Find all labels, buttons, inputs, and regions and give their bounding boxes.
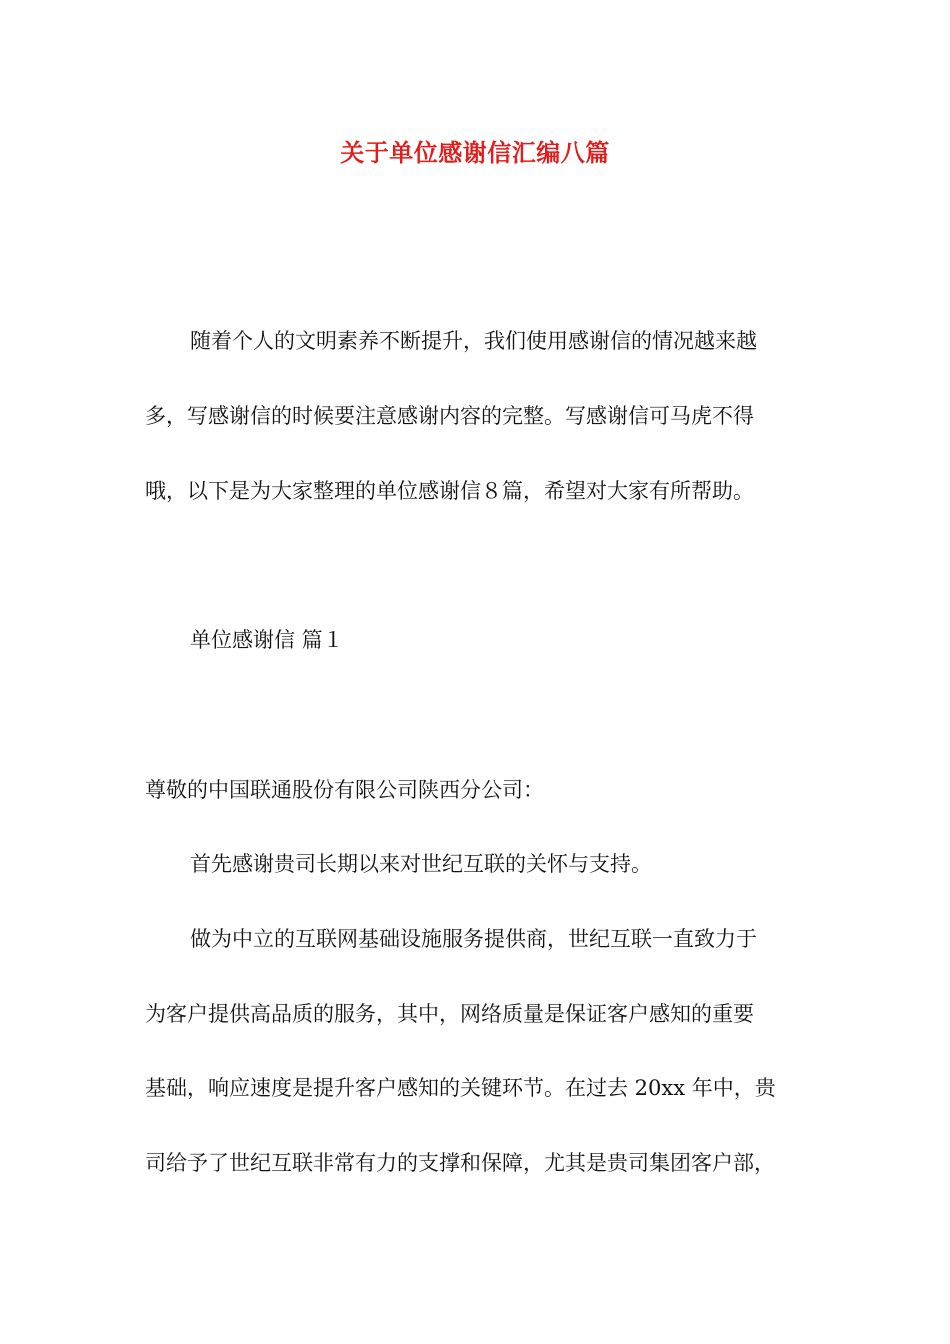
intro-line: 随着个人的文明素养不断提升，我们使用感谢信的情况越来越 xyxy=(190,329,757,353)
intro-line: 多，写感谢信的时候要注意感谢内容的完整。写感谢信可马虎不得 xyxy=(145,404,754,428)
section-heading: 单位感谢信 篇１ xyxy=(190,628,344,652)
letter-salutation: 尊敬的中国联通股份有限公司陕西分公司： xyxy=(145,778,544,802)
body-line: 司给予了世纪互联非常有力的支撑和保障，尤其是贵司集团客户部， xyxy=(145,1151,775,1175)
body-line: 为客户提供高品质的服务，其中，网络质量是保证客户感知的重要 xyxy=(145,1002,754,1026)
body-line: 首先感谢贵司长期以来对世纪互联的关怀与支持。 xyxy=(190,852,652,876)
document-title: 关于单位感谢信汇编八篇 xyxy=(340,139,610,167)
intro-line: 哦，以下是为大家整理的单位感谢信８篇，希望对大家有所帮助。 xyxy=(145,479,754,503)
body-line: 做为中立的互联网基础设施服务提供商，世纪互联一直致力于 xyxy=(190,927,757,951)
body-line: 基础，响应速度是提升客户感知的关键环节。在过去 20xx 年中，贵 xyxy=(145,1076,776,1100)
